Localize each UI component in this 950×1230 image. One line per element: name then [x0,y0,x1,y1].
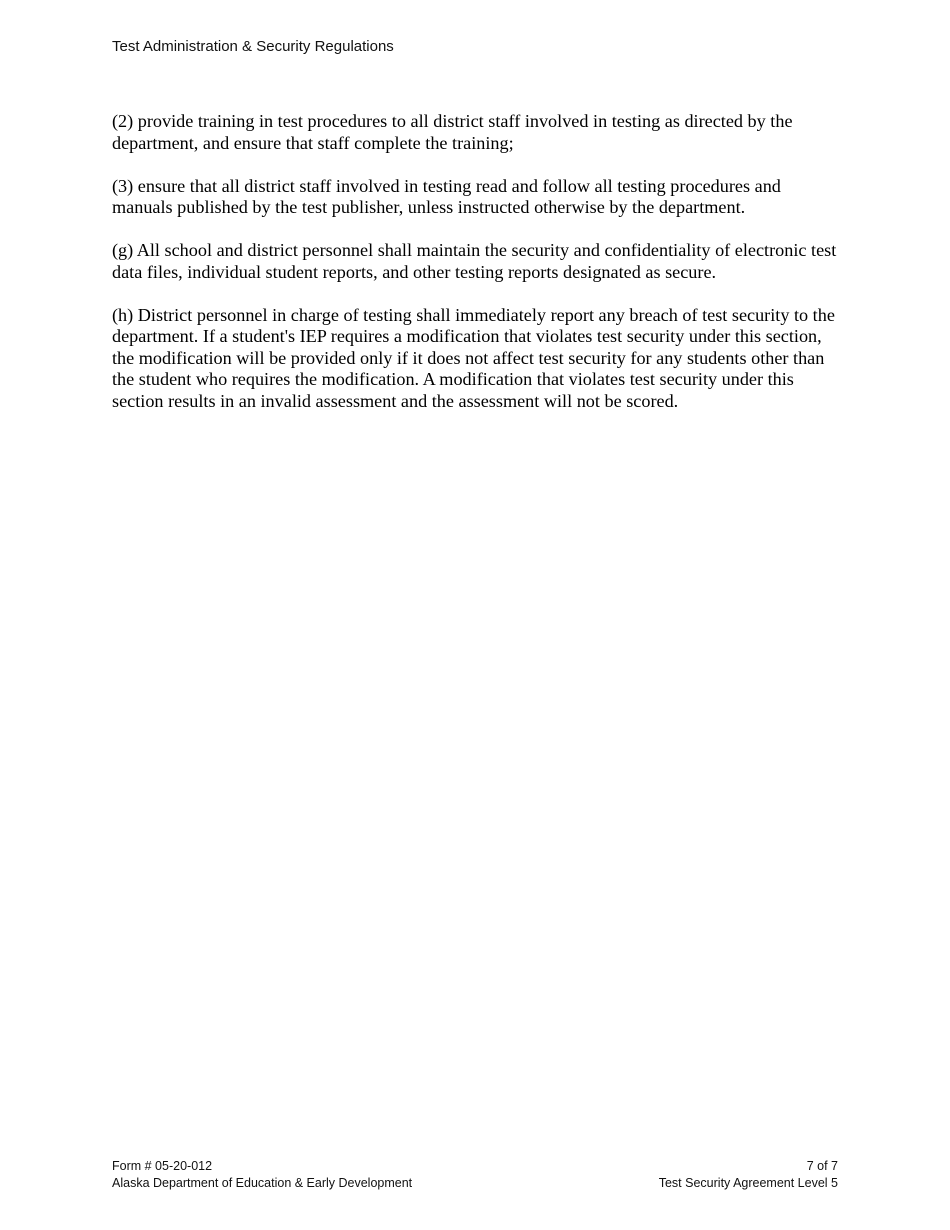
page-footer [112,1158,838,1192]
document-name: Test Security Agreement Level 5 [658,1176,838,1190]
document-body [112,111,840,434]
page-number: 7 of 7 [806,1159,838,1173]
paragraph-h-breach-reporting: (h) District personnel in charge of testing shall immediately report any breach of test security to the department. If a student's IEP requires a modification that violates test security under this section, the modification will be provided only if it does not affect test security for any students other than the student who requires the modification. A modification that violates test security under this section results in an invalid assessment and the assessment will not be scored. [112,304,835,411]
page-header: Test Administration & Security Regulations [112,38,394,55]
department-name: Alaska Department of Education & Early Development [112,1176,413,1190]
footer-row-bottom [112,1175,838,1192]
paragraph-g-confidentiality: (g) All school and district personnel shall maintain the security and confidentiality of electronic test data files, individual student reports, and other testing reports designated as secure. [112,240,837,282]
paragraph-item-3-procedures: (3) ensure that all district staff involved in testing read and follow all testing procedures and manuals published by the test publisher, unless instructed otherwise by the department. [112,175,781,217]
form-number: Form # 05-20-012 [112,1159,213,1173]
paragraph-item-2-training: (2) provide training in test procedures to all district staff involved in testing as directed by the department, and ensure that staff complete the training; [112,111,793,153]
footer-row-top [112,1158,838,1175]
